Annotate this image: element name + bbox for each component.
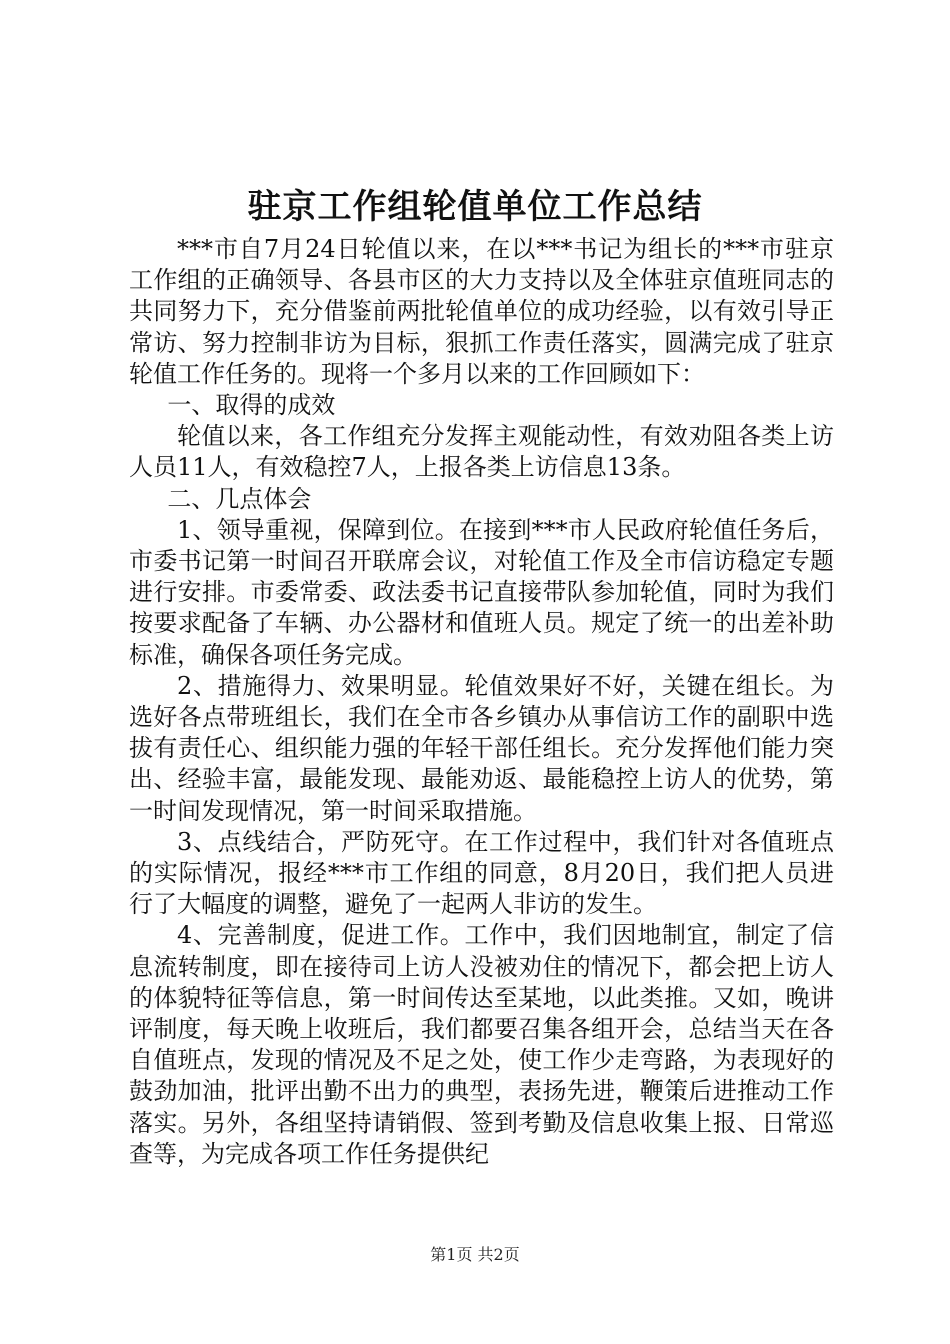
document-body [129, 234, 834, 1170]
document-title: 驻京工作组轮值单位工作总结 [247, 187, 703, 227]
page-footer: 第1页 共2页 [430, 1245, 520, 1264]
experience-paragraph-4: 4、完善制度，促进工作。工作中，我们因地制宜，制定了信息流转制度，即在接待司上访人没被劝住的情况下，都会把上访人的体貌特征等信息，第一时间传达至某地，以此类推。又如，晚讲评制度，每天晚上收班后，我们都要召集各组开会，总结当天在各自值班点，发现的情况及不足之处，使工作少走弯路，为表现好的鼓劲加油，批评出勤不出力的典型，表扬先进，鞭策后进推动工作落实。另外，各组坚持请销假、签到考勤及信息收集上报、日常巡查等，为完成各项工作任务提供纪 [129, 921, 834, 1168]
experience-paragraph-2: 2、措施得力、效果明显。轮值效果好不好，关键在组长。为选好各点带班组长，我们在全市各乡镇办从事信访工作的副职中选拔有责任心、组织能力强的年轻干部任组长。充分发挥他们能力突出、经验丰富，最能发现、最能劝返、最能稳控上访人的优势，第一时间发现情况，第一时间采取措施。 [129, 671, 834, 825]
experience-paragraph-1: 1、领导重视，保障到位。在接到***市人民政府轮值任务后，市委书记第一时间召开联席会议，对轮值工作及全市信访稳定专题进行安排。市委常委、政法委书记直接带队参加轮值，同时为我们按要求配备了车辆、办公器材和值班人员。规定了统一的出差补助标准，确保各项任务完成。 [129, 515, 834, 669]
section-heading-results: 一、取得的成效 [167, 391, 336, 420]
intro-paragraph: ***市自7月24日轮值以来，在以***书记为组长的***市驻京工作组的正确领导、各县市区的大力支持以及全体驻京值班同志的共同努力下，充分借鉴前两批轮值单位的成功经验，以有效引导正常访、努力控制非访为目标，狠抓工作责任落实，圆满完成了驻京轮值工作任务的。现将一个多月以来的工作回顾如下： [129, 235, 834, 388]
results-paragraph: 轮值以来，各工作组充分发挥主观能动性，有效劝阻各类上访人员11人，有效稳控7人，上报各类上访信息13条。 [129, 422, 834, 482]
section-heading-experiences: 二、几点体会 [167, 484, 312, 513]
experience-paragraph-3: 3、点线结合，严防死守。在工作过程中，我们针对各值班点的实际情况，报经***市工作组的同意，8月20日，我们把人员进行了大幅度的调整，避免了一起两人非访的发生。 [129, 827, 834, 919]
